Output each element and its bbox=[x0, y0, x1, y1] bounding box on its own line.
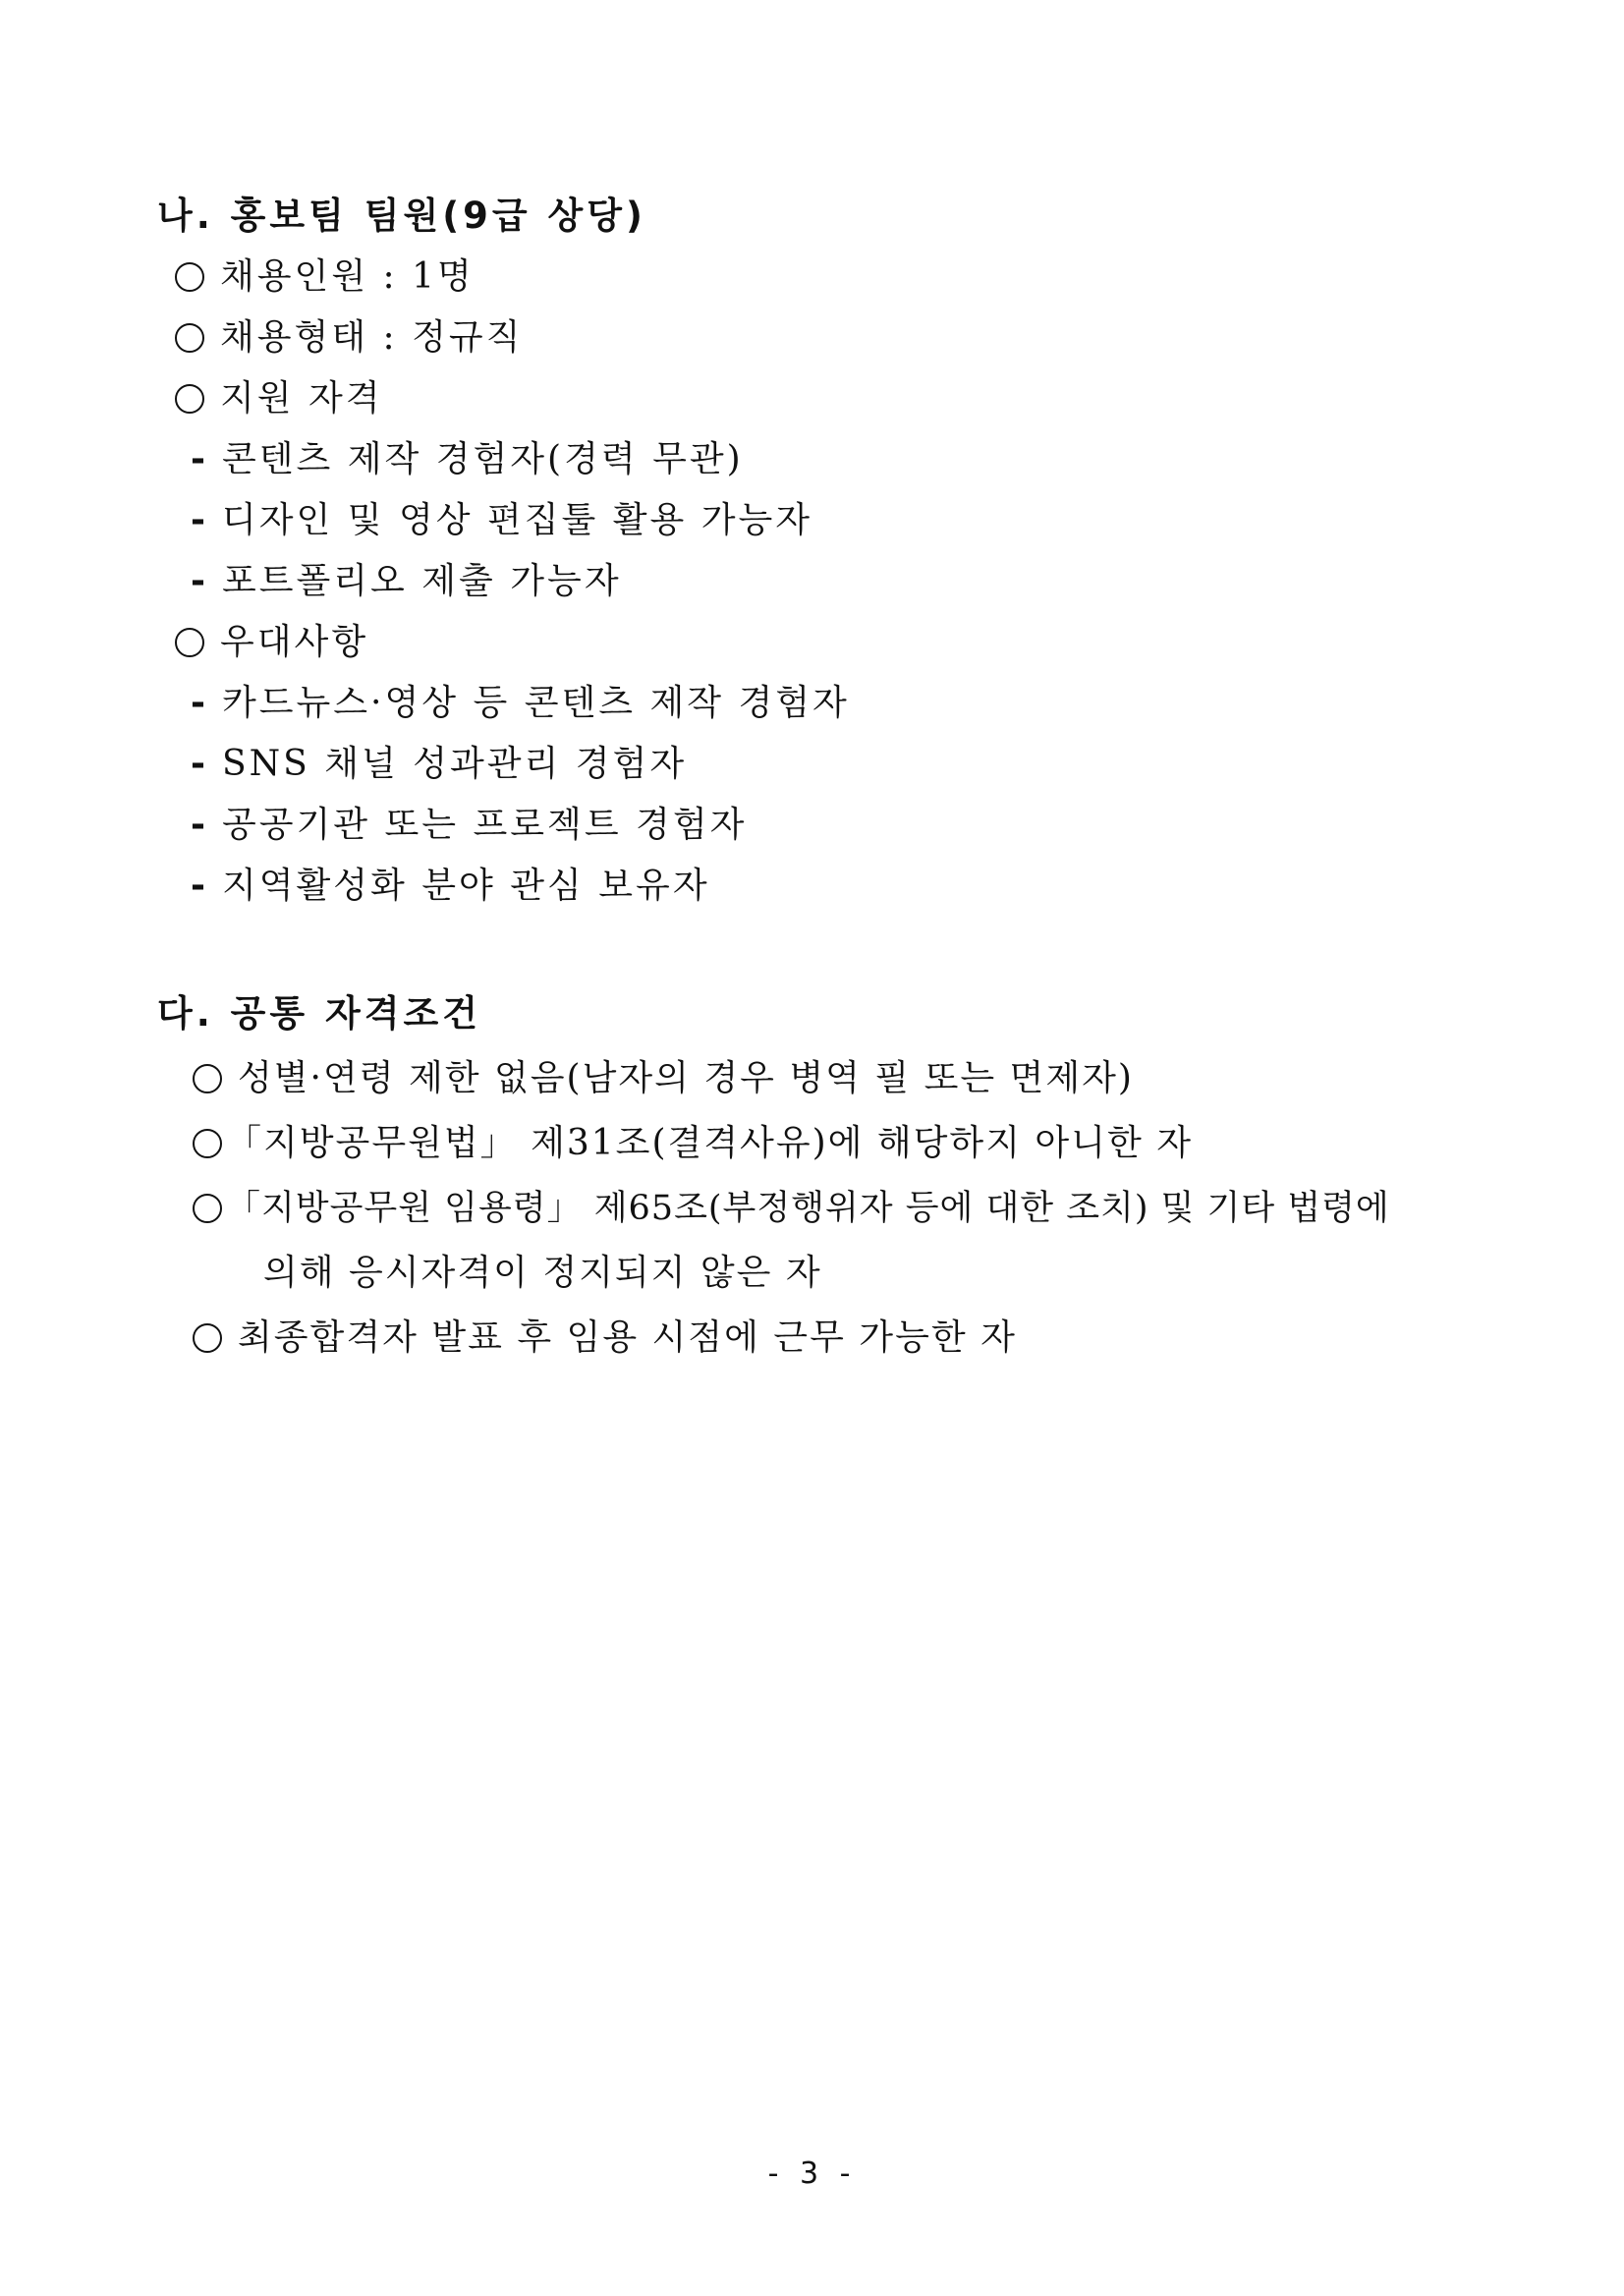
circle-bullet-icon bbox=[175, 262, 204, 292]
circle-bullet-icon bbox=[193, 1194, 222, 1223]
dash-bullet-icon: - bbox=[191, 866, 208, 906]
circle-bullet-icon bbox=[193, 1129, 222, 1158]
section-heading-na: 나. 홍보팀 팀원(9급 상당) bbox=[157, 195, 646, 237]
item-text: 성별·연령 제한 없음(남자의 경우 병역 필 또는 면제자) bbox=[238, 1058, 1134, 1098]
item-text: 최종합격자 발표 후 임용 시점에 근무 가능한 자 bbox=[238, 1317, 1017, 1358]
item-text: 콘텐츠 제작 경험자(경력 무관) bbox=[221, 439, 744, 479]
list-item bbox=[175, 314, 523, 362]
list-item bbox=[193, 1120, 1193, 1167]
list-item bbox=[193, 1315, 1017, 1362]
circle-bullet-icon bbox=[193, 1064, 222, 1093]
list-item bbox=[175, 619, 368, 666]
list-item bbox=[175, 375, 383, 422]
item-text: 디자인 및 영상 편집툴 활용 가능자 bbox=[221, 500, 813, 540]
dash-bullet-icon: - bbox=[191, 561, 208, 601]
sub-list-item bbox=[191, 863, 710, 910]
item-text: 지원 자격 bbox=[220, 378, 383, 419]
dash-bullet-icon: - bbox=[191, 500, 208, 540]
sub-list-item bbox=[191, 497, 812, 544]
item-text: 「지방공무원법」 제31조(결격사유)에 해당하지 아니한 자 bbox=[226, 1123, 1193, 1163]
sub-list-item bbox=[191, 802, 747, 849]
list-item bbox=[193, 1185, 1390, 1232]
circle-bullet-icon bbox=[175, 384, 204, 414]
dash-bullet-icon: - bbox=[191, 683, 208, 723]
item-text: 채용형태 : 정규직 bbox=[220, 317, 524, 358]
sub-list-item bbox=[191, 741, 687, 788]
dash-bullet-icon: - bbox=[191, 439, 208, 479]
page-number: - 3 - bbox=[767, 2156, 857, 2191]
section-heading-da: 다. 공통 자격조건 bbox=[157, 992, 482, 1035]
item-text: 우대사항 bbox=[220, 622, 369, 662]
item-text: 「지방공무원 임용령」 제65조(부정행위자 등에 대한 조치) 및 기타 법령에 bbox=[226, 1189, 1390, 1228]
sub-list-item bbox=[191, 680, 850, 727]
item-text: 포트폴리오 제출 가능자 bbox=[221, 561, 622, 601]
dash-bullet-icon: - bbox=[191, 805, 208, 845]
dash-bullet-icon: - bbox=[191, 744, 208, 784]
circle-bullet-icon bbox=[175, 628, 204, 657]
sub-list-item bbox=[191, 436, 744, 483]
list-item-continuation: 의해 응시자격이 정지되지 않은 자 bbox=[263, 1253, 822, 1293]
circle-bullet-icon bbox=[193, 1323, 222, 1353]
sub-list-item bbox=[191, 558, 622, 605]
item-text: 지역활성화 분야 관심 보유자 bbox=[221, 866, 710, 906]
item-text: 공공기관 또는 프로젝트 경험자 bbox=[221, 805, 748, 845]
circle-bullet-icon bbox=[175, 323, 204, 353]
item-text: 카드뉴스·영상 등 콘텐츠 제작 경험자 bbox=[221, 683, 850, 723]
item-text: 채용인원 : 1명 bbox=[220, 256, 475, 297]
item-text: SNS 채널 성과관리 경험자 bbox=[221, 744, 688, 784]
list-item bbox=[193, 1055, 1134, 1102]
list-item bbox=[175, 253, 475, 301]
